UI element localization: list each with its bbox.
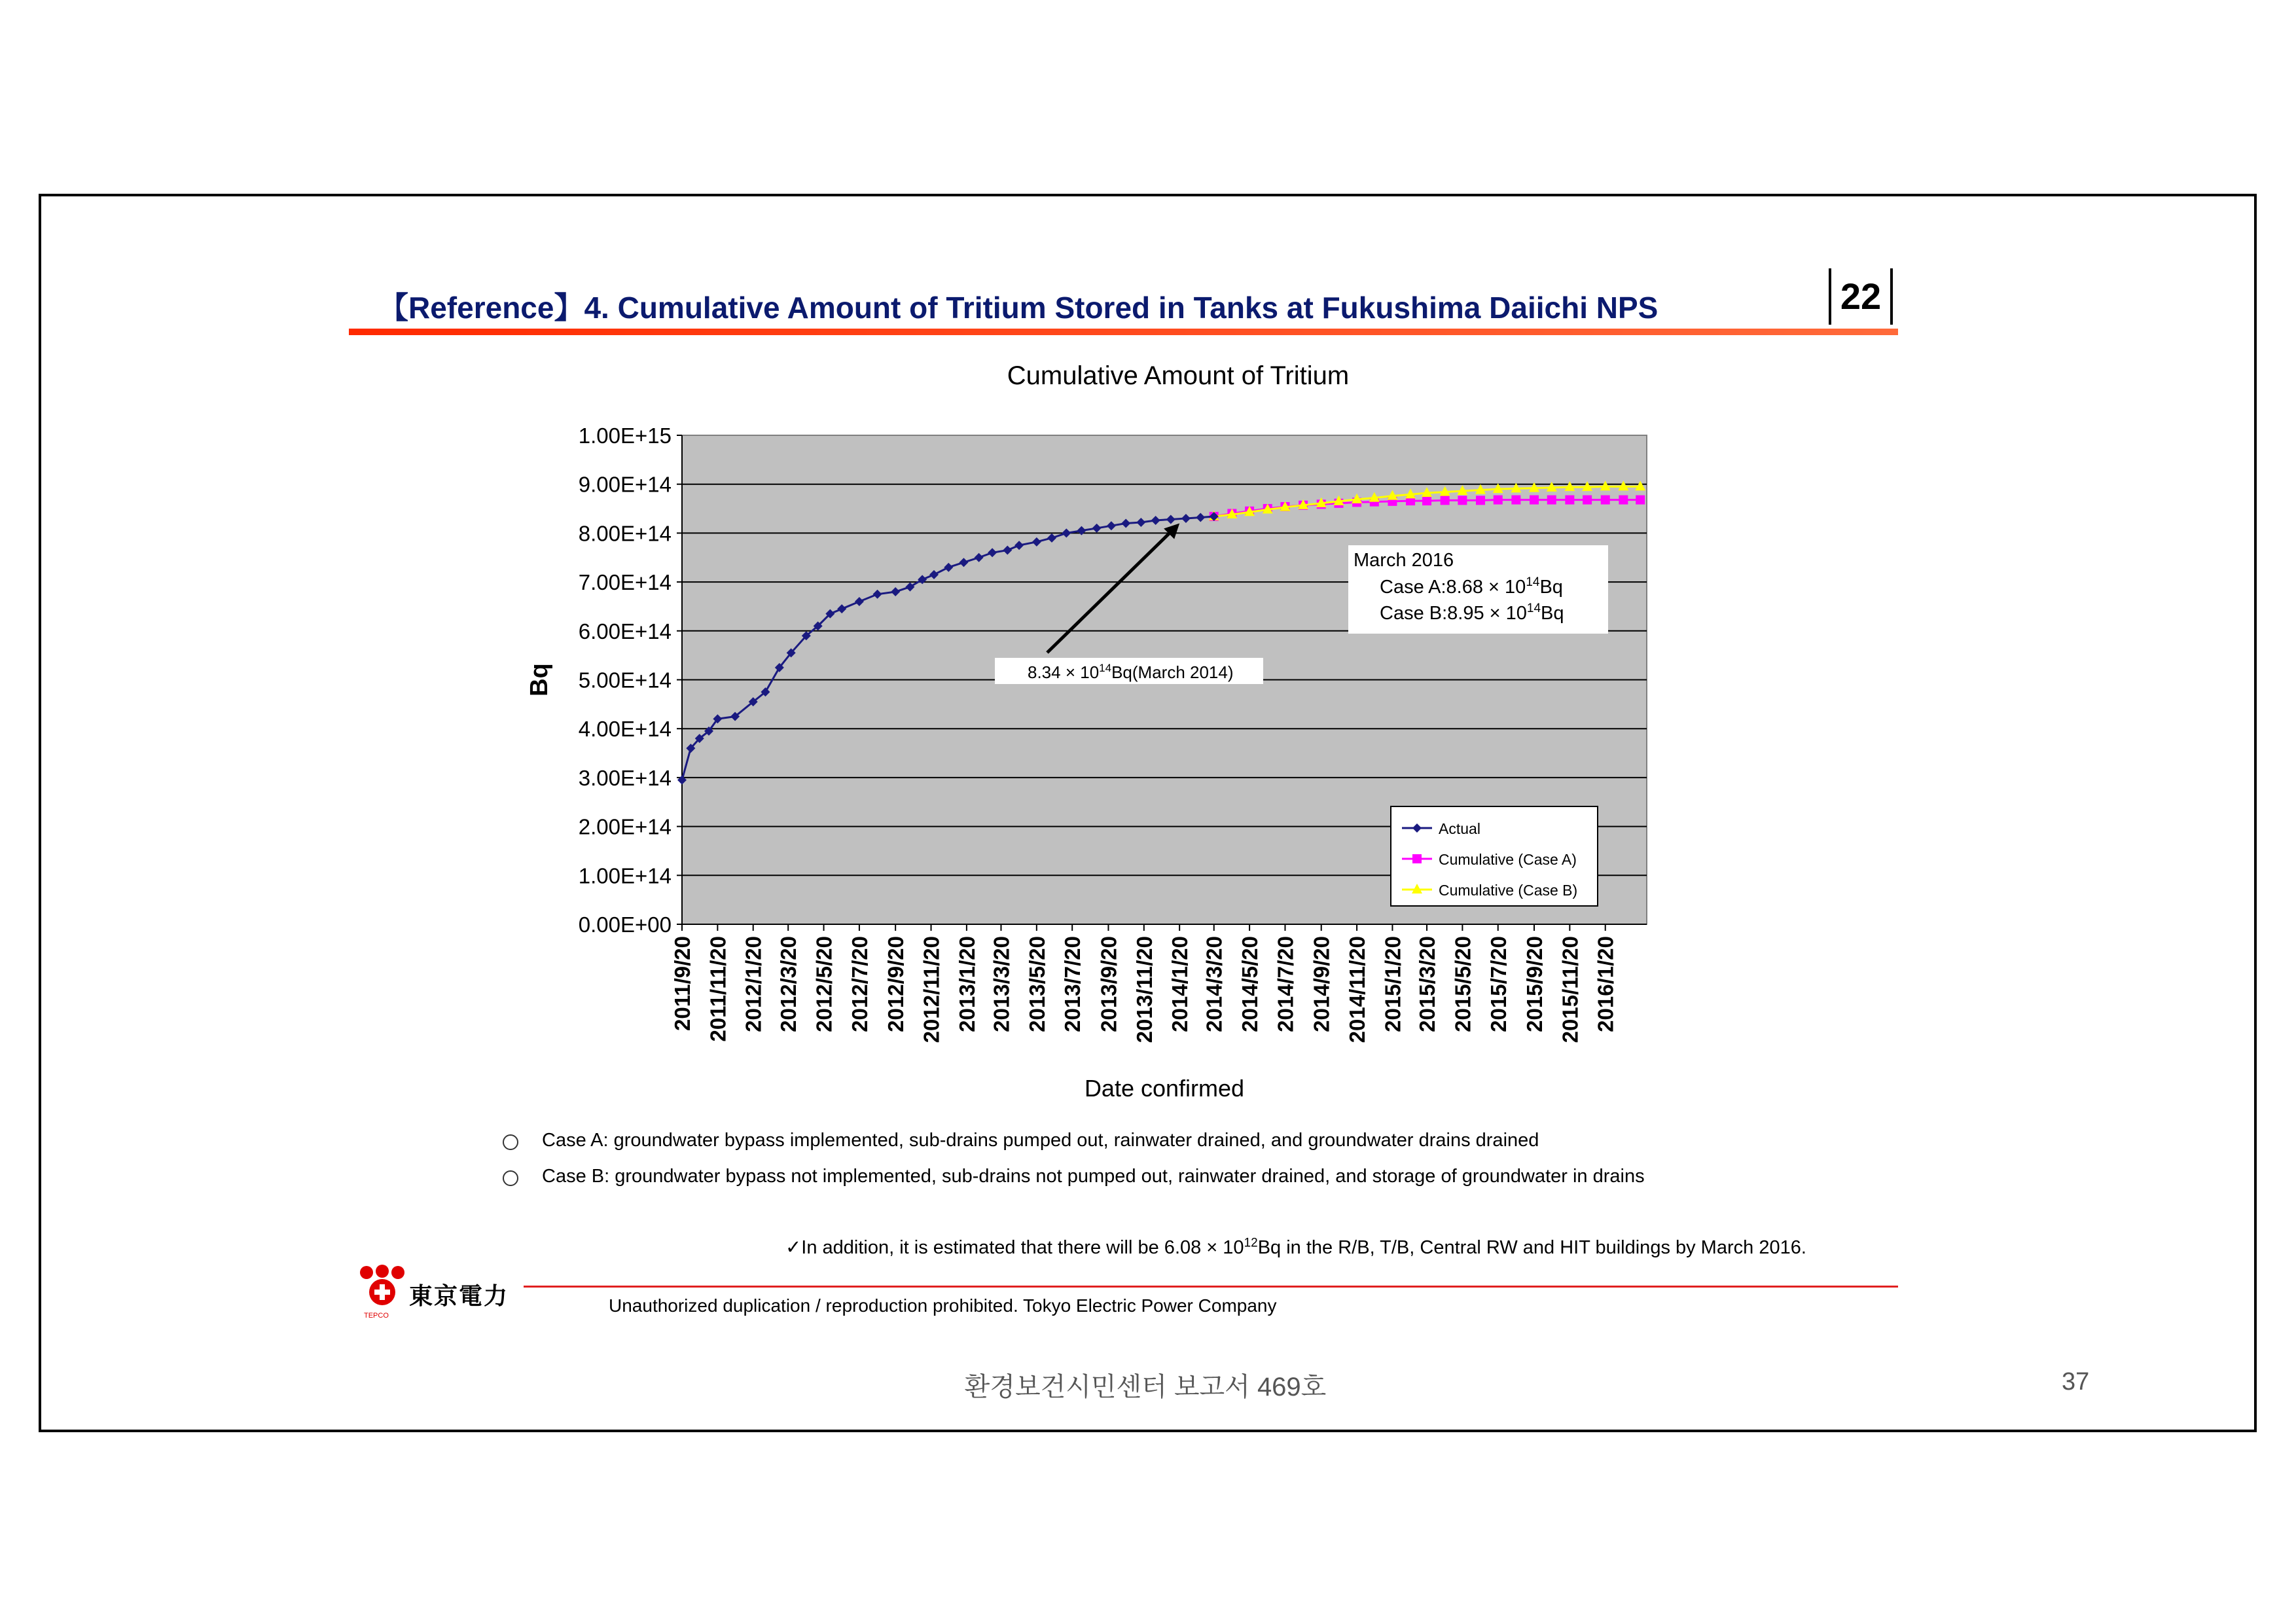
data-point	[1565, 496, 1574, 505]
x-tick-label: 2015/11/20	[1558, 936, 1583, 1043]
data-point	[1636, 496, 1645, 505]
x-tick-label: 2012/5/20	[812, 936, 836, 1032]
chart-title: Cumulative Amount of Tritium	[1007, 361, 1350, 390]
legend-label: Cumulative (Case B)	[1439, 882, 1578, 899]
y-tick-label: 1.00E+14	[578, 863, 672, 888]
x-axis-title: Date confirmed	[1084, 1075, 1245, 1100]
tepco-logo-icon	[357, 1265, 407, 1317]
tepco-logo-text: 東京電力	[409, 1282, 509, 1309]
x-tick-label: 2013/1/20	[954, 936, 979, 1032]
x-tick-label: 2011/9/20	[670, 936, 694, 1031]
data-point	[1583, 496, 1592, 505]
data-point	[1619, 496, 1628, 505]
x-tick-label: 2013/5/20	[1024, 936, 1049, 1032]
annotation-march-2014: $8.34 \times 10^{14}Bq(March$ 2014)	[1028, 662, 1234, 682]
data-point	[1422, 496, 1431, 505]
y-tick-label: 3.00E+14	[578, 765, 672, 790]
y-tick-label: 4.00E+14	[578, 717, 672, 742]
x-tick-label: 2015/9/20	[1522, 936, 1547, 1032]
x-tick-label: 2013/9/20	[1096, 936, 1121, 1032]
note-case-b: Case B: groundwater bypass not implemented, sub-drains not pumped out, rainwater drained, and storage of groundwater in drains	[542, 1166, 1645, 1187]
slide-title: 【Reference】4. Cumulative Amount of Tritium Stored in Tanks at Fukushima Daiichi NPS	[378, 291, 1659, 325]
y-tick-label: 0.00E+00	[578, 912, 672, 937]
x-tick-label: 2015/3/20	[1415, 936, 1440, 1032]
data-point	[1476, 496, 1485, 505]
x-tick-label: 2012/1/20	[741, 936, 766, 1032]
annotation-2016-line: Case A:8.68 × $10^{14}Bq$	[1380, 575, 1563, 598]
x-tick-label: 2013/11/20	[1132, 936, 1157, 1043]
data-point	[1511, 496, 1520, 505]
note-addition	[785, 1236, 1806, 1259]
x-tick-label: 2016/1/20	[1593, 936, 1618, 1032]
tritium-chart	[511, 406, 1689, 1100]
x-tick-label: 2013/3/20	[989, 936, 1014, 1032]
x-tick-label: 2012/3/20	[776, 936, 801, 1032]
x-tick-label: 2014/1/20	[1168, 936, 1193, 1032]
x-tick-label: 2015/1/20	[1380, 936, 1405, 1032]
y-axis-title: Bq	[526, 663, 553, 696]
x-tick-label: 2011/11/20	[706, 936, 730, 1042]
x-tick-label: 2012/7/20	[847, 936, 872, 1032]
document-footer: 환경보건시민센터 보고서 469호	[964, 1373, 1327, 1401]
y-tick-label: 8.00E+14	[578, 521, 672, 546]
x-tick-label: 2014/9/20	[1309, 936, 1334, 1032]
y-tick-label: 1.00E+15	[578, 424, 672, 448]
data-point	[1458, 496, 1467, 505]
data-point	[1601, 496, 1610, 505]
tepco-logo-subtext: TEPCO	[364, 1312, 389, 1320]
x-tick-label: 2014/3/20	[1202, 936, 1227, 1032]
y-tick-label: 2.00E+14	[578, 814, 672, 839]
annotation-2016-line: Case B:8.95 × $10^{14}Bq$	[1380, 602, 1564, 624]
data-point	[1530, 496, 1539, 505]
data-point	[1494, 496, 1503, 505]
x-tick-label: 2014/7/20	[1273, 936, 1298, 1032]
note-addition-sup: 12	[1244, 1236, 1258, 1250]
x-tick-label: 2015/7/20	[1486, 936, 1511, 1032]
copyright-notice: Unauthorized duplication / reproduction prohibited. Tokyo Electric Power Company	[609, 1295, 1277, 1316]
x-tick-label: 2014/5/20	[1238, 936, 1263, 1032]
y-tick-label: 7.00E+14	[578, 570, 672, 595]
note-addition-pre: ✓In addition, it is estimated that there will be 6.08 × 10	[785, 1237, 1244, 1258]
x-tick-label: 2012/11/20	[919, 936, 944, 1043]
page-number: 37	[2062, 1368, 2090, 1396]
data-point	[1441, 496, 1450, 505]
y-tick-label: 5.00E+14	[578, 668, 672, 693]
note-case-a: Case A: groundwater bypass implemented, sub-drains pumped out, rainwater drained, and groundwater drains drained	[542, 1130, 1539, 1151]
y-tick-label: 9.00E+14	[578, 472, 672, 497]
footer-rule	[524, 1286, 1898, 1288]
annotation-2016-heading: March 2016	[1354, 550, 1454, 571]
note-addition-post: Bq in the R/B, T/B, Central RW and HIT buildings by March 2016.	[1257, 1237, 1806, 1258]
bullet-icon	[503, 1134, 518, 1150]
data-point	[1547, 496, 1556, 505]
legend-swatch-marker	[1412, 854, 1422, 863]
x-tick-label: 2012/9/20	[884, 936, 908, 1032]
y-tick-label: 6.00E+14	[578, 619, 672, 643]
x-tick-label: 2015/5/20	[1450, 936, 1475, 1032]
legend-label: Actual	[1439, 820, 1480, 837]
legend	[1391, 806, 1598, 906]
title-rule	[349, 329, 1898, 335]
slide-number: 22	[1829, 268, 1893, 325]
x-tick-label: 2013/7/20	[1060, 936, 1085, 1032]
x-tick-label: 2014/11/20	[1345, 936, 1370, 1043]
bullet-icon	[503, 1170, 518, 1186]
legend-label: Cumulative (Case A)	[1439, 851, 1577, 868]
